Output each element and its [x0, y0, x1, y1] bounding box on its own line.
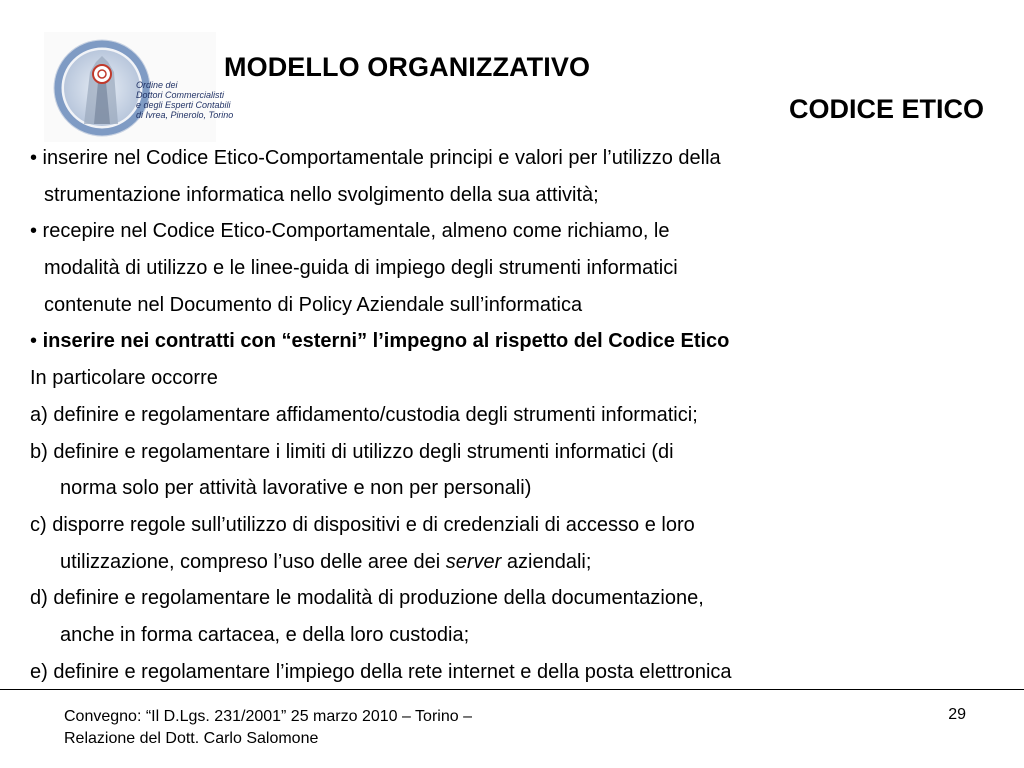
- text-line: • recepire nel Codice Etico-Comportamentale, almeno come richiamo, le: [30, 220, 670, 243]
- text-line: d) definire e regolamentare le modalità di produzione della documentazione,: [30, 587, 704, 610]
- text-line: modalità di utilizzo e le linee-guida di impiego degli strumenti informatici: [44, 257, 678, 280]
- text-line: anche in forma cartacea, e della loro custodia;: [60, 623, 470, 646]
- bullet: •: [30, 330, 43, 353]
- logo-line: di Ivrea, Pinerolo, Torino: [136, 110, 234, 120]
- text-line: a) definire e regolamentare affidamento/custodia degli strumenti informatici;: [30, 403, 698, 426]
- text-segment: aziendali;: [501, 550, 592, 573]
- text-line: [30, 323, 1010, 360]
- page-subtitle: CODICE ETICO: [788, 94, 984, 124]
- page-number: 29: [948, 706, 966, 723]
- logo-line: Dottori Commercialisti: [136, 90, 225, 100]
- italic-text: server: [445, 550, 502, 573]
- footer-divider: [0, 689, 1024, 690]
- logo-text: [136, 80, 233, 120]
- text-line: strumentazione informatica nello svolgimento della sua attività;: [44, 183, 599, 206]
- bold-text: inserire nei contratti con “esterni” l’impegno al rispetto del Codice Etico: [42, 330, 730, 353]
- logo-line: Ordine dei: [136, 80, 178, 90]
- text-line: [30, 544, 1010, 581]
- text-line: e) definire e regolamentare l’impiego della rete internet e della posta elettronica: [30, 660, 732, 683]
- footer: [64, 706, 472, 750]
- page-title: MODELLO ORGANIZZATIVO: [224, 52, 591, 82]
- logo: [44, 32, 234, 142]
- text-line: b) definire e regolamentare i limiti di utilizzo degli strumenti informatici (di: [30, 440, 674, 463]
- text-line: norma solo per attività lavorative e non per personali): [60, 477, 532, 500]
- text-line: c) disporre regole sull’utilizzo di dispositivi e di credenziali di accesso e loro: [30, 513, 695, 536]
- text-line: In particolare occorre: [30, 367, 218, 390]
- text-segment: utilizzazione, compreso l’uso delle aree dei: [60, 550, 446, 573]
- text-line: • inserire nel Codice Etico-Comportamentale principi e valori per l’utilizzo della: [30, 147, 721, 169]
- footer-line: Convegno: “Il D.Lgs. 231/2001” 25 marzo 2010 – Torino –: [64, 708, 472, 725]
- text-line: contenute nel Documento di Policy Aziendale sull’informatica: [44, 293, 583, 316]
- slide-body: [30, 140, 1010, 690]
- logo-line: e degli Esperti Contabili: [136, 100, 231, 110]
- footer-line: Relazione del Dott. Carlo Salomone: [64, 730, 319, 747]
